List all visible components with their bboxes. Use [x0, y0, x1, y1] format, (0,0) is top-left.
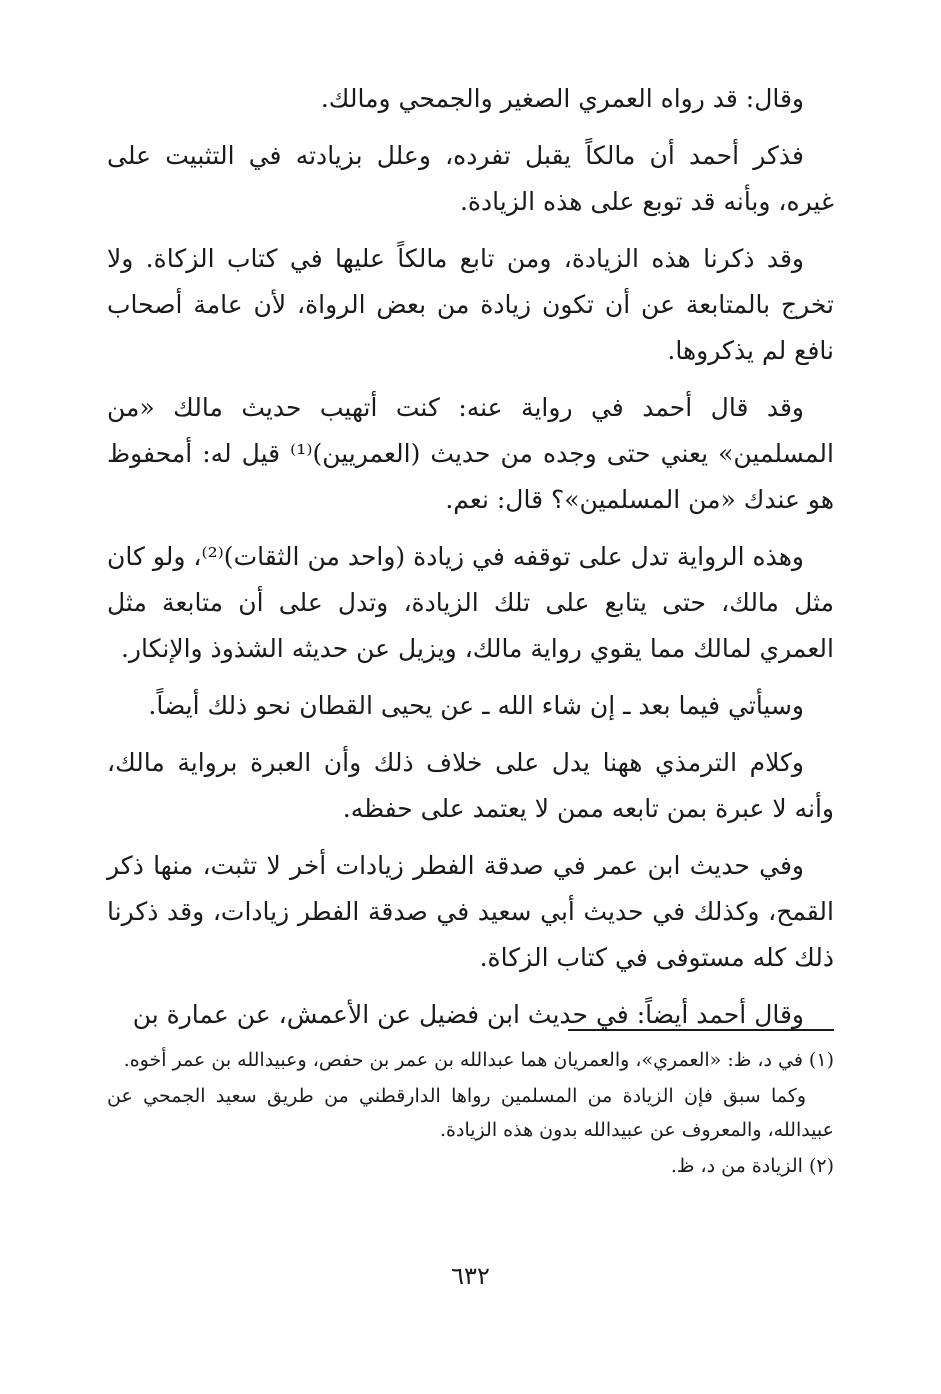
footnote-1: (١) في د، ظ: «العمري»، والعمريان هما عبدالله بن عمر بن حفص، وعبيدالله بن عمر أخوه. [123, 1049, 834, 1071]
footnotes [107, 1043, 834, 1185]
paragraph-1: وقال: قد رواه العمري الصغير والجمحي ومالك. [320, 84, 804, 113]
footnote-2: (٢) الزيادة من د، ظ. [670, 1155, 834, 1177]
paragraph-6: وسيأتي فيما بعد ـ إن شاء الله ـ عن يحيى القطان نحو ذلك أيضاً. [148, 691, 804, 720]
paragraph-8: وفي حديث ابن عمر في صدقة الفطر زيادات أخر لا تثبت، منها ذكر القمح، وكذلك في حديث أبي سعيد في صدقة الفطر زيادات، وقد ذكرنا ذلك كله مستوفى في كتاب الزكاة. [107, 851, 834, 972]
page-number: ٦٣٢ [451, 1262, 490, 1290]
paragraph-7: وكلام الترمذي ههنا يدل على خلاف ذلك وأن العبرة برواية مالك، وأنه لا عبرة بمن تابعه ممن لا يعتمد على حفظه. [107, 748, 834, 823]
paragraph-3: وقد ذكرنا هذه الزيادة، ومن تابع مالكاً عليها في كتاب الزكاة. ولا تخرج بالمتابعة عن أن تكون زيادة من بعض الرواة، لأن عامة أصحاب نافع لم يذكروها. [107, 244, 834, 365]
main-text [107, 76, 834, 1049]
paragraph-9: وقال أحمد أيضاً: في حديث ابن فضيل عن الأعمش، عن عمارة بن [132, 1000, 804, 1029]
footnote-1-continued: وكما سبق فإن الزيادة من المسلمين رواها الدارقطني من طريق سعيد الجمحي عن عبيدالله، والمعروف عن عبيدالله بدون هذه الزيادة. [107, 1085, 834, 1141]
paragraph-4: وقد قال أحمد في رواية عنه: كنت أتهيب حديث مالك «من المسلمين» يعني حتى وجده من حديث (العمريين)⁽¹⁾ قيل له: أمحفوظ هو عندك «من المسلمين»؟ قال: نعم. [107, 393, 834, 514]
paragraph-5: وهذه الرواية تدل على توقفه في زيادة (واحد من الثقات)⁽²⁾، ولو كان مثل مالك، حتى يتابع على تلك الزيادة، وتدل على أن متابعة مثل العمري لمالك مما يقوي رواية مالك، ويزيل عن حديثه الشذوذ والإنكار. [107, 542, 834, 663]
footnote-separator [568, 1029, 834, 1031]
paragraph-2: فذكر أحمد أن مالكاً يقبل تفرده، وعلل بزيادته في التثبيت على غيره، وبأنه قد توبع على هذه الزيادة. [107, 141, 834, 216]
